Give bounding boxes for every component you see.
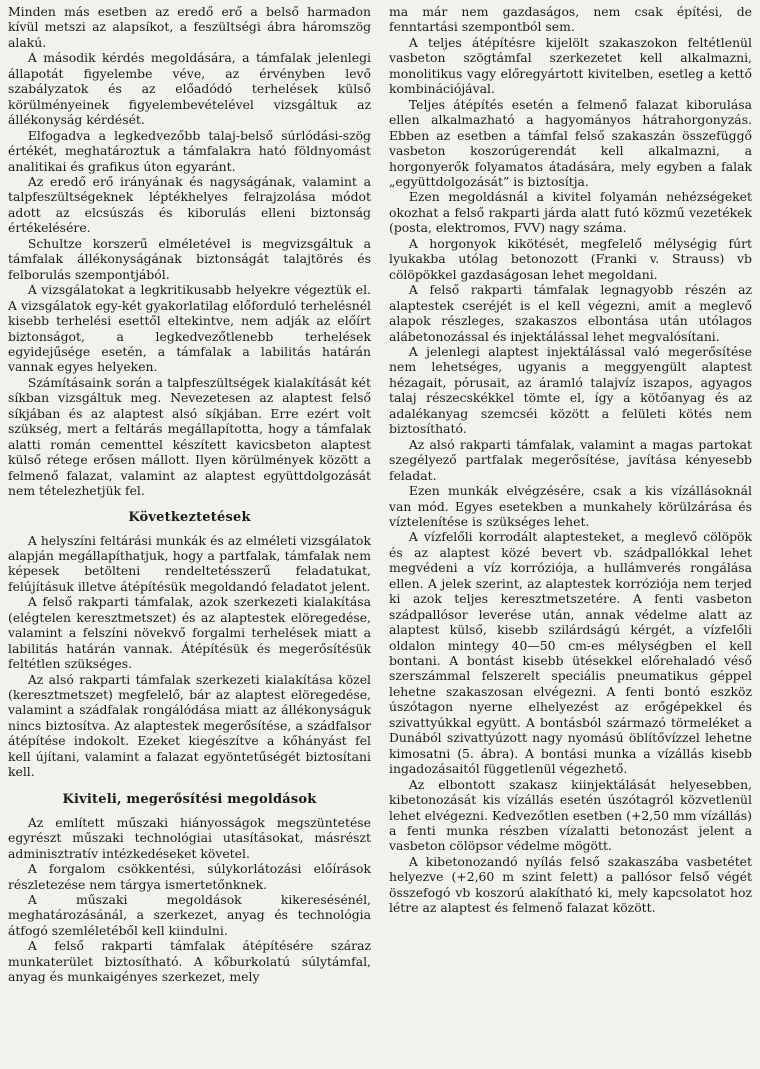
left-column <box>8 4 371 1069</box>
paragraph: Az alsó rakparti támfalak, valamint a magas partokat szegélyező partfalak megerősítése, javítása kényesebb feladat. <box>389 436 752 483</box>
paragraph: A műszaki megoldások kikeresésénél, meghatározásánál, a szerkezet, anyag és technológia átfogó szemléletéből kell kiindulni. <box>8 892 371 938</box>
paragraph: A felső rakparti támfalak legnagyobb részén az alaptestek cseréjét is el kell végezni, amit a meglevő alapok részleges, szakaszos elbontása után utólagos alábetonozással és injektálással lehet megvalósítani. <box>389 282 752 344</box>
section-heading-solutions: Kiviteli, megerősítési megoldások <box>62 791 317 807</box>
paragraph: Elfogadva a legkedvezőbb talaj-belső súrlódási-szög értékét, meghatároztuk a támfalakra ható földnyomást analitikai és grafikus úton egyaránt. <box>8 127 371 174</box>
paragraph: Teljes átépítés esetén a felmenő falazat kiborulása ellen alkalmazható a hagyományos hátrahorgonyzás. Ebben az esetben a támfal felső szakaszán összefüggő vasbeton koszorúgerendát kell alkalmazni, a horgonyerők folyamatos átadására, mely egyben a falak „együttdolgozását” is biztosítja. <box>389 96 752 189</box>
paragraph: A második kérdés megoldására, a támfalak jelenlegi állapotát figyelembe véve, az érvényben levő szabályzatok és az előadódó terhelések külső körülményeinek figyelembevételével vizsgáltuk az állékonyság kérdését. <box>8 50 371 128</box>
paragraph: A jelenlegi alaptest injektálással való megerősítése nem lehetséges, ugyanis a meggyengült alaptest hézagait, pórusait, az áramló talajvíz iszapos, agyagos talaj részecskékkel tömte el, így a kötőanyag és az adalékanyag szemcséi között a felületi kötés nem biztosítható. <box>389 343 752 437</box>
paragraph: Ezen munkák elvégzésére, csak a kis vízállásoknál van mód. Egyes esetekben a munkahely körülzárása és víztelenítése is szükséges lehet. <box>389 483 752 529</box>
paragraph: Schultze korszerű elméletével is megvizsgáltuk a támfalak állékonyságának biztonságát talajtörés és felborulás szempontjából. <box>8 235 371 282</box>
paragraph: Az alsó rakparti támfalak szerkezeti kialakítása közel (keresztmetszet) megfelelő, bár az alaptest elöregedése, valamint a szádfalak rongálódása miatt az állékonyságuk nincs biztosítva. Az alaptestek megerősítése, a szádfalsor átépítése indokolt. Ezeket kiegészítve a kőhányást fel kell újítani, valamint a falazat egyöntetűségét biztosítani kell. <box>8 671 371 780</box>
paragraph: A felső rakparti támfalak átépítésére száraz munkaterület biztosítható. A kőburkolatú súlytámfal, anyag és munkaigényes szerkezet, mely <box>8 938 371 985</box>
paragraph: Az elbontott szakasz kiinjektálását helyesebben, kibetonozását kis vízállás esetén úszótagról közvetlenül lehet elvégezni. Kedvezőtlen esetben (+2,50 mm vízállás) a fenti munka részben vízalatti betonozást jelent a vasbeton cölöpsor védelme mögött. <box>389 776 752 854</box>
paragraph: ma már nem gazdaságos, nem csak építési, de fenntartási szempontból sem. <box>389 4 752 35</box>
section-heading-conclusions: Következtetések <box>128 509 251 525</box>
paragraph: A forgalom csökkentési, súlykorlátozási előírások részletezése nem tárgya ismertetőnknek. <box>8 861 371 892</box>
paragraph: A vizsgálatokat a legkritikusabb helyekre végeztük el. A vizsgálatok egy-két gyakorlatilag előforduló terhelésnél kisebb terhelési esettől eltekintve, nem adják az előírt biztonságot, a legkedvezőtlenebb terhelések egyidejűsége esetén, a támfalak a labilitás határán vannak egyes helyeken. <box>8 282 371 375</box>
paragraph: A horgonyok kikötését, megfelelő mélységig fúrt lyukakba utólag betonozott (Franki v. Strauss) vb cölöpökkel gazdaságosan lehet megoldani. <box>389 235 752 282</box>
paragraph: A helyszíni feltárási munkák és az elméleti vizsgálatok alapján megállapíthatjuk, hogy a partfalak, támfalak nem képesek betölteni rendeltetésszerű feladatukat, felújításuk illetve átépítésük megoldandó feladatot jelent. <box>8 532 371 594</box>
paragraph: Az említett műszaki hiányosságok megszüntetése egyrészt műszaki technológiai utasításokat, másrészt adminisztratív intézkedéseket követel. <box>8 814 371 861</box>
paragraph: A vízfelőli korrodált alaptesteket, a meglevő cölöpök és az alaptest közé bevert vb. szádpallókkal lehet megvédeni a víz korróziója, a hullámverés rongálása ellen. A jelek szerint, az alaptestek korróziója nem terjed ki azok teljes keresztmetszetére. A fenti vasbeton szádpallósor leverése után, annak védelme alatt az alaptest külső, kisebb szilárdságú kérgét, a vízfelőli oldalon mintegy 40—50 cm-es mélységben el kell bontani. A bontást kisebb ütésekkel előrehaladó véső szerszámmal felszerelt speciális pneumatikus géppel lehetne szakaszosan elvégezni. A fenti bontó eszköz úszótagon nyerne elhelyezést az erőgépekkel és szivattyúkkal együtt. A bontásból származó törmeléket a Dunából szivattyúzott nagy nyomású öblítővízzel lehetne kimosatni (5. ábra). A bontási munka a vízállás kisebb ingadozásaitól függetlenül végezhető. <box>389 529 752 777</box>
paragraph: Számításaink során a talpfeszültségek kialakítását két síkban vizsgáltuk meg. Nevezetesen az alaptest felső síkjában és az alaptest alsó síkjában. Erre ezért volt szükség, mert a feltárás megállapította, hogy a támfalak alatti román cementtel készített kavicsbeton alaptest külső rétege erősen mállott. Ilyen körülmények között a felmenő falazat, valamint az alaptest együttdolgozását nem tételezhetjük fel. <box>8 374 371 499</box>
right-column <box>389 4 752 1069</box>
paragraph: Az eredő erő irányának és nagyságának, valamint a talpfeszültségeknek léptékhelyes felrajzolása módot adott az elcsúszás és kiborulás elleni biztonság értékelésére. <box>8 173 371 236</box>
paragraph: A kibetonozandó nyílás felső szakaszába vasbetétet helyezve (+2,60 m szint felett) a pallósor felső végét összefogó vb koszorú alakítható ki, mely kapcsolatot hoz létre az alaptest és felmenő falazat között. <box>389 853 752 916</box>
paragraph: Ezen megoldásnál a kivitel folyamán nehézségeket okozhat a felső rakparti járda alatt futó közmű vezetékek (posta, elektromos, FVV) nagy száma. <box>389 189 752 236</box>
paragraph: A teljes átépítésre kijelölt szakaszokon feltétlenül vasbeton szögtámfal szerkezetet kell alkalmazni, monolitikus vagy előregyártott kivitelben, esetleg a kettő kombinációjával. <box>389 34 752 97</box>
paragraph: A felső rakparti támfalak, azok szerkezeti kialakítása (elégtelen keresztmetszet) és az alaptestek elöregedése, valamint a felszíni növekvő forgalmi terhelések miatt a labilitás határán vannak. Átépítésük és megerősítésük feltétlen szükséges. <box>8 594 371 672</box>
paragraph: Minden más esetben az eredő erő a belső harmadon kívül metszi az alapsíkot, a feszültségi ábra háromszög alakú. <box>8 4 371 50</box>
